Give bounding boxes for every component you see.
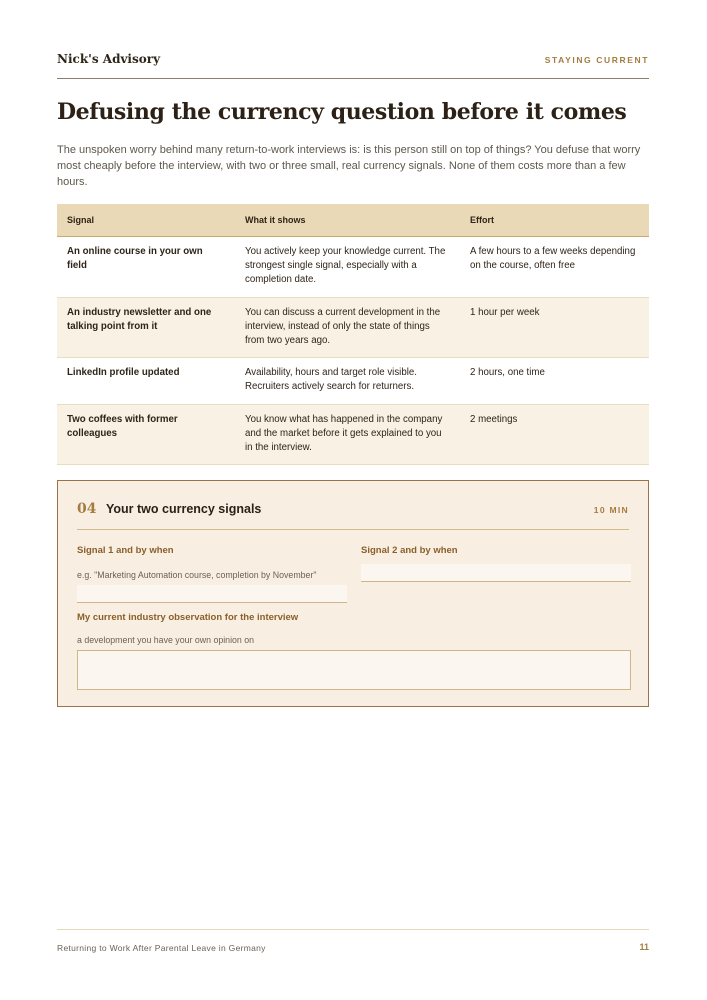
effort-cell: 2 hours, one time — [460, 358, 649, 404]
observation-label: My current industry observation for the interview — [77, 612, 299, 623]
signal-cell: Two coffees with former colleagues — [57, 404, 235, 465]
shows-cell: You can discuss a current development in the interview, instead of only the state of things from two years ago. — [235, 297, 460, 358]
section-tag: STAYING CURRENT — [544, 55, 649, 65]
signal-cell: LinkedIn profile updated — [57, 358, 235, 404]
column-header-what-it-shows: What it shows — [235, 204, 460, 237]
exercise-duration: 10 MIN — [593, 505, 629, 515]
page-number: 11 — [639, 942, 649, 952]
effort-cell: 1 hour per week — [460, 297, 649, 358]
exercise-divider — [77, 529, 629, 530]
footer-title: Returning to Work After Parental Leave in Germany — [57, 943, 266, 953]
table-row — [57, 358, 649, 404]
page-header — [57, 52, 649, 79]
signal-1-hint: e.g. "Marketing Automation course, completion by November" — [77, 570, 317, 580]
table-header-row — [57, 204, 649, 237]
shows-cell: Availability, hours and target role visible. Recruiters actively search for returners. — [235, 358, 460, 404]
shows-cell: You actively keep your knowledge current. The strongest single signal, especially with a completion date. — [235, 237, 460, 298]
column-header-signal: Signal — [57, 204, 235, 237]
effort-cell: A few hours to a few weeks depending on the course, often free — [460, 237, 649, 298]
exercise-number: 04 — [77, 501, 97, 517]
signal-2-input[interactable] — [361, 564, 631, 582]
table-row — [57, 297, 649, 358]
brand-name: Nick's Advisory — [57, 52, 161, 66]
signal-cell: An industry newsletter and one talking point from it — [57, 297, 235, 358]
observation-hint: a development you have your own opinion on — [77, 635, 255, 645]
signals-table — [57, 204, 649, 465]
column-header-effort: Effort — [460, 204, 649, 237]
table-row — [57, 404, 649, 465]
signal-2-label: Signal 2 and by when — [361, 545, 458, 556]
signal-1-label: Signal 1 and by when — [77, 545, 174, 556]
exercise-box — [57, 480, 649, 707]
table-row — [57, 237, 649, 298]
shows-cell: You know what has happened in the company and the market before it gets explained to you in the interview. — [235, 404, 460, 465]
observation-input[interactable] — [77, 650, 631, 690]
page — [57, 0, 649, 1000]
page-title: Defusing the currency question before it comes — [57, 99, 627, 125]
page-footer — [57, 929, 649, 953]
signal-cell: An online course in your own field — [57, 237, 235, 298]
effort-cell: 2 meetings — [460, 404, 649, 465]
intro-paragraph: The unspoken worry behind many return-to-work interviews is: is this person still on top of things? You defuse that worry most cheaply before the interview, with two or three small, real currency signals. None of them costs more than a few hours. — [57, 144, 641, 188]
exercise-title: Your two currency signals — [106, 502, 262, 516]
signal-1-input[interactable] — [77, 585, 347, 603]
